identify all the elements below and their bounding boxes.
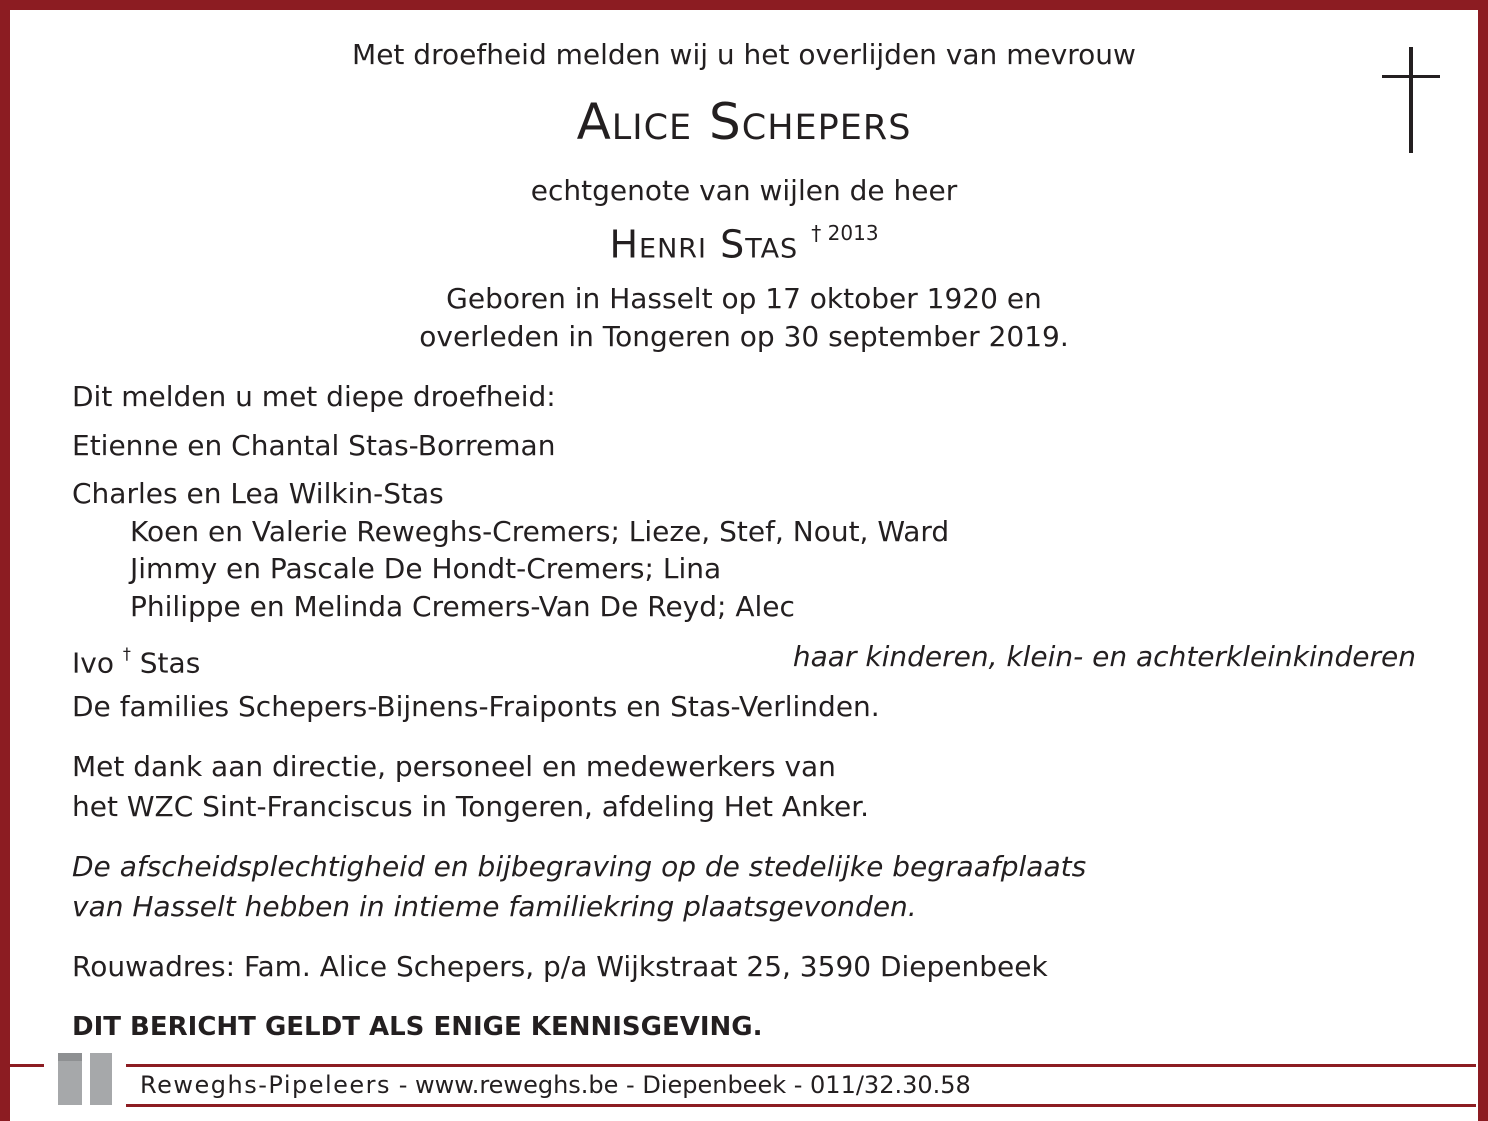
grandchildren-line-1: Koen en Valerie Reweghs-Cremers; Lieze, Stef, Nout, Ward [130,515,950,548]
family-line-1: Etienne en Chantal Stas-Borreman [72,429,556,462]
footer-rule-bottom [126,1104,1476,1107]
footer-details: www.reweghs.be - Diepenbeek - 011/32.30.58 [415,1071,971,1099]
spouse-name-block [0,214,1488,268]
notice-text: DIT BERICHT GELDT ALS ENIGE KENNISGEVING. [72,1012,763,1042]
thanks-line-2: het WZC Sint-Franciscus in Tongeren, afdeling Het Anker. [72,790,870,823]
ceremony-line-2: van Hasselt hebben in intieme familiekring plaatsgevonden. [72,890,917,923]
grandchildren-line-2: Jimmy en Pascale De Hondt-Cremers; Lina [130,552,722,585]
footer-brand: Reweghs-Pipeleers [140,1071,392,1099]
families-line: De families Schepers-Bijnens-Fraiponts en Stas-Verlinden. [72,690,880,723]
death-line: overleden in Tongeren op 30 september 2019. [419,320,1069,353]
mourning-address: Rouwadres: Fam. Alice Schepers, p/a Wijkstraat 25, 3590 Diepenbeek [72,950,1048,983]
ceremony-line-1: De afscheidsplechtigheid en bijbegraving op de stedelijke begraafplaats [72,850,1087,883]
footer-rule-left [10,1064,44,1067]
grandchildren-line-3: Philippe en Melinda Cremers-Van De Reyd; Alec [130,590,795,623]
thanks-line-1: Met dank aan directie, personeel en medewerkers van [72,750,836,783]
deceased-name: Alice Schepers [576,93,912,151]
frame-right-stub [1478,1061,1488,1121]
frame-left-stub [0,1061,10,1121]
family-line-2: Charles en Lea Wilkin-Stas [72,477,444,510]
intro-text: Met droefheid melden wij u het overlijden van mevrouw [352,38,1136,71]
spouse-death-mark: † 2013 [811,221,879,245]
ivo-death-mark: † [122,644,131,663]
birth-line: Geboren in Hasselt op 17 oktober 1920 en [446,282,1042,315]
ivo-last-name: Stas [139,646,201,680]
footer-text [140,1070,971,1100]
spouse-name: Henri Stas [609,222,799,267]
spouse-line: echtgenote van wijlen de heer [530,174,958,207]
footer-separator: - [398,1071,408,1099]
family-role: haar kinderen, klein- en achterkleinkinderen [792,640,1416,673]
ivo-line [72,640,200,680]
footer-rule-top [126,1064,1476,1067]
mourners-intro: Dit melden u met diepe droefheid: [72,380,556,413]
ivo-first-name: Ivo [72,646,114,680]
